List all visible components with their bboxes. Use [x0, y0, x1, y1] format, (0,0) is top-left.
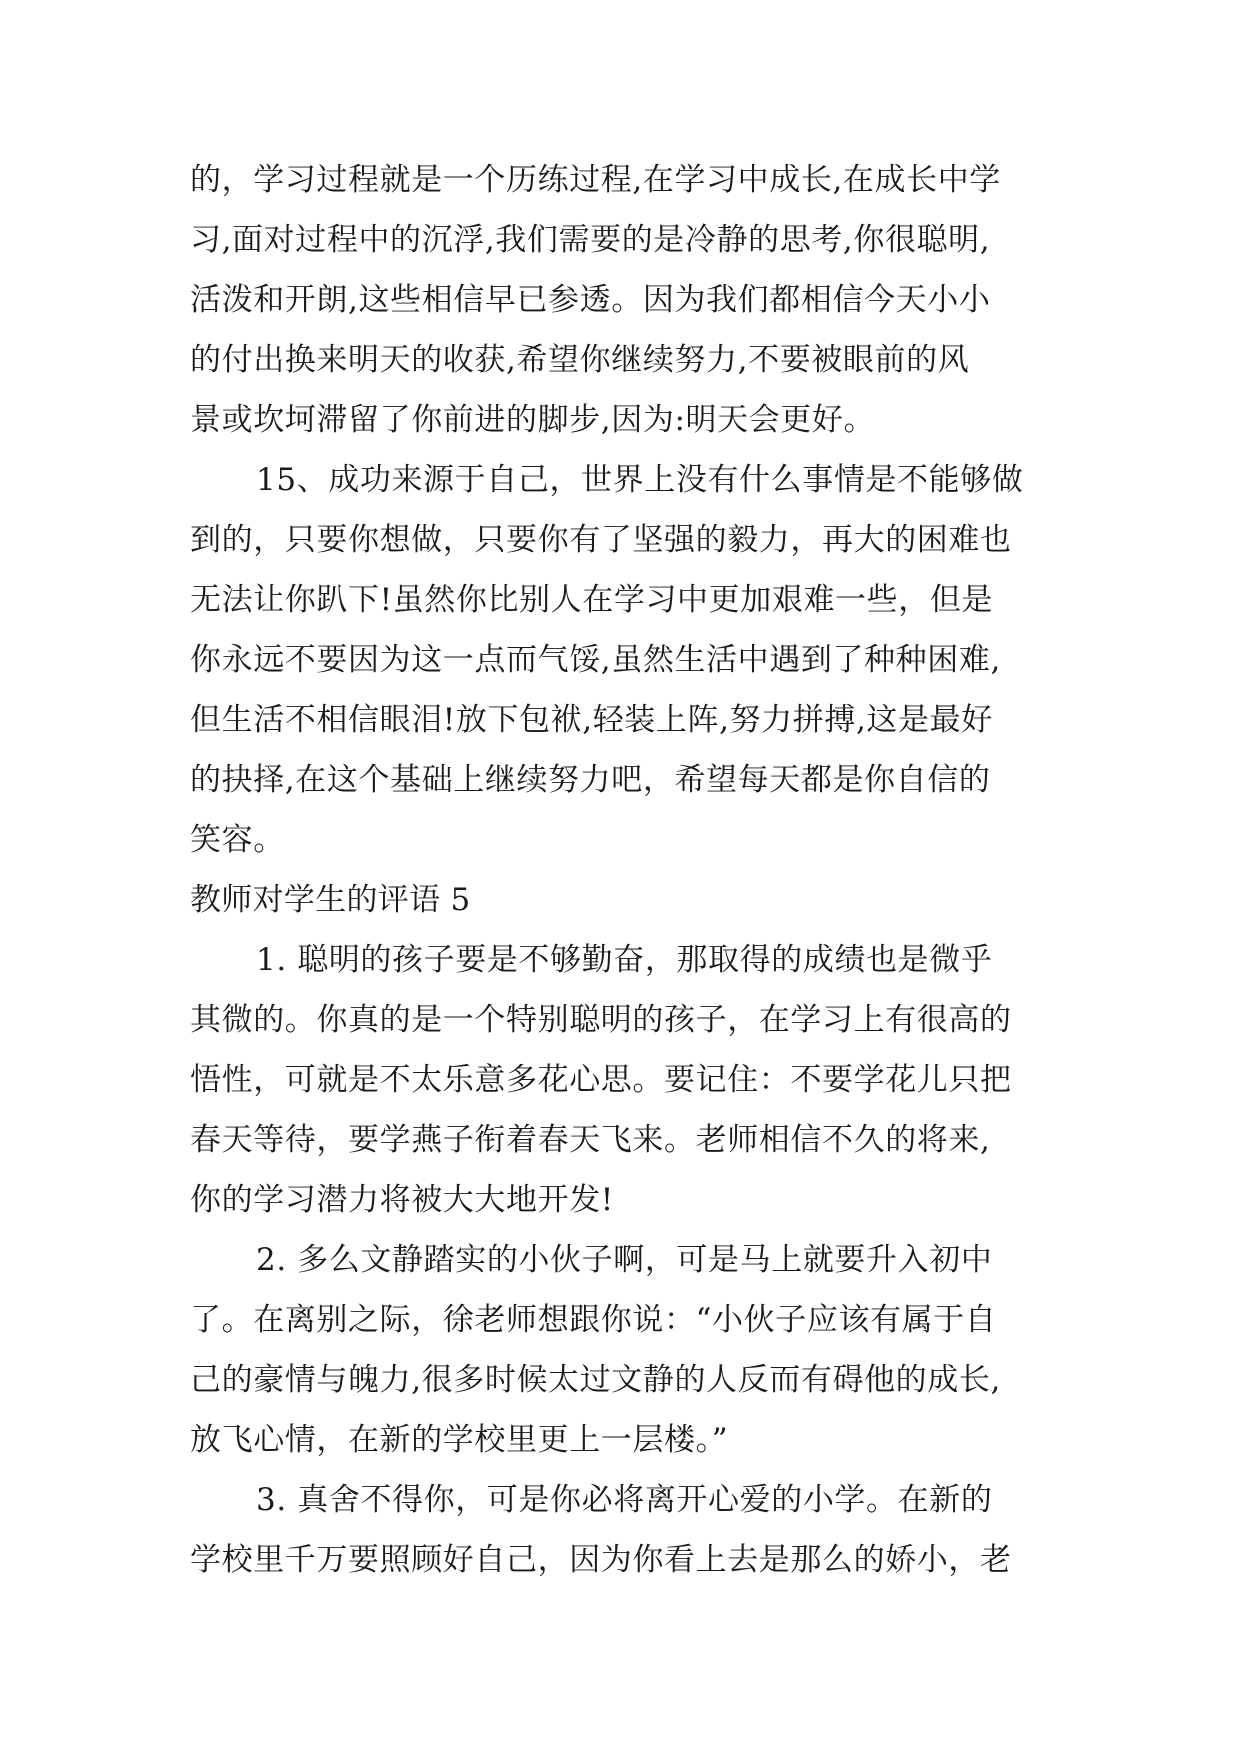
body-text-line: 你的学习潜力将被大大地开发! — [190, 1182, 614, 1218]
body-text-line: 放飞心情，在新的学校里更上一层楼。” — [190, 1422, 729, 1458]
paragraph-3-start: 3. 真舍不得你，可是你必将离开心爱的小学。在新的 — [256, 1482, 993, 1518]
body-text-line: 景或坎坷滞留了你前进的脚步,因为:明天会更好。 — [190, 402, 876, 438]
document-page — [190, 150, 1060, 1590]
body-text-line: 己的豪情与魄力,很多时候太过文静的人反而有碍他的成长, — [190, 1362, 1001, 1398]
body-text-line: 的，学习过程就是一个历练过程,在学习中成长,在成长中学 — [190, 162, 1001, 198]
body-text-line: 笑容。 — [190, 822, 285, 858]
body-text-line: 习,面对过程中的沉浮,我们需要的是冷静的思考,你很聪明, — [190, 222, 991, 258]
body-text-line: 你永远不要因为这一点而气馁,虽然生活中遇到了种种困难, — [190, 642, 1001, 678]
body-text-line: 了。在离别之际，徐老师想跟你说：“小伙子应该有属于自 — [190, 1302, 997, 1338]
body-text-line: 其微的。你真的是一个特别聪明的孩子，在学习上有很高的 — [190, 1002, 1012, 1038]
body-text-line: 春天等待，要学燕子衔着春天飞来。老师相信不久的将来, — [190, 1122, 991, 1158]
section-heading: 教师对学生的评语 5 — [190, 882, 471, 918]
body-text-line: 活泼和开朗,这些相信早已参透。因为我们都相信今天小小 — [190, 282, 991, 318]
body-text-line: 悟性，可就是不太乐意多花心思。要记住：不要学花儿只把 — [190, 1062, 1012, 1098]
body-text-line: 学校里千万要照顾好自己，因为你看上去是那么的娇小，老 — [190, 1542, 1012, 1578]
body-text-line: 到的，只要你想做，只要你有了坚强的毅力，再大的困难也 — [190, 522, 1012, 558]
body-text-line: 但生活不相信眼泪!放下包袱,轻装上阵,努力拼搏,这是最好 — [190, 702, 993, 738]
body-text-line: 的付出换来明天的收获,希望你继续努力,不要被眼前的风 — [190, 342, 970, 378]
body-text-line: 的抉择,在这个基础上继续努力吧，希望每天都是你自信的 — [190, 762, 991, 798]
paragraph-15-start: 15、成功来源于自己，世界上没有什么事情是不能够做 — [256, 462, 1024, 498]
paragraph-2-start: 2. 多么文静踏实的小伙子啊，可是马上就要升入初中 — [256, 1242, 993, 1278]
paragraph-1-start: 1. 聪明的孩子要是不够勤奋，那取得的成绩也是微乎 — [256, 942, 993, 978]
body-text-line: 无法让你趴下!虽然你比别人在学习中更加艰难一些，但是 — [190, 582, 994, 618]
